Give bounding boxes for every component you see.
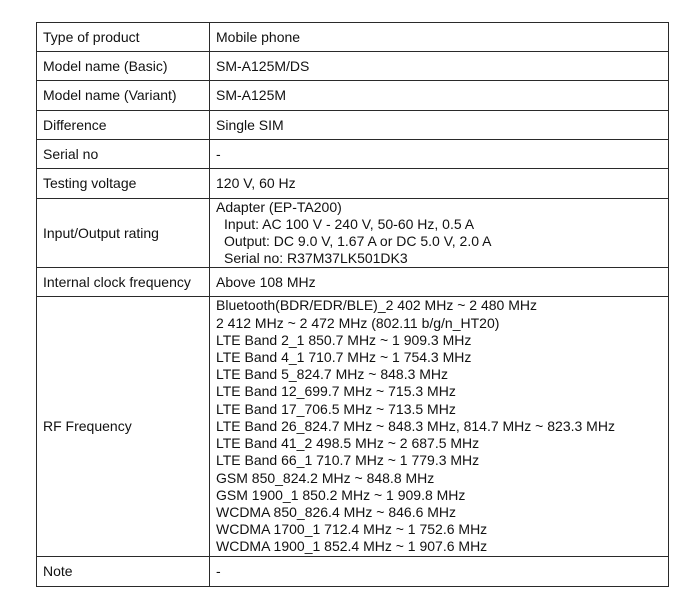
table-row-model-basic bbox=[37, 52, 669, 81]
rf-line: LTE Band 17_706.5 MHz ~ 713.5 MHz bbox=[216, 400, 456, 417]
output-line: Output: DC 9.0 V, 1.67 A or DC 5.0 V, 2.0 A bbox=[224, 233, 492, 249]
row-value: - bbox=[210, 140, 669, 169]
row-label: Model name (Variant) bbox=[37, 81, 210, 111]
row-value: SM-A125M bbox=[210, 81, 669, 111]
row-label: Note bbox=[37, 557, 210, 587]
rf-line: LTE Band 5_824.7 MHz ~ 848.3 MHz bbox=[216, 366, 449, 383]
row-label: Testing voltage bbox=[37, 169, 210, 199]
row-value: SM-A125M/DS bbox=[210, 52, 669, 81]
input-line: Input: AC 100 V - 240 V, 50-60 Hz, 0.5 A bbox=[224, 216, 475, 232]
rf-line: LTE Band 4_1 710.7 MHz ~ 1 754.3 MHz bbox=[216, 349, 472, 366]
row-label: Internal clock frequency bbox=[37, 268, 210, 297]
row-label: Difference bbox=[37, 111, 210, 140]
rf-line: LTE Band 26_824.7 MHz ~ 848.3 MHz, 814.7 MHz ~ 823.3 MHz bbox=[216, 417, 615, 434]
row-label: Type of product bbox=[37, 23, 210, 52]
row-label: Serial no bbox=[37, 140, 210, 169]
rf-line: LTE Band 2_1 850.7 MHz ~ 1 909.3 MHz bbox=[216, 331, 472, 348]
adapter-line: Adapter (EP-TA200) bbox=[216, 199, 342, 215]
table-row-difference bbox=[37, 111, 669, 140]
table-row-rf-frequency bbox=[37, 297, 669, 557]
rf-line: WCDMA 850_826.4 MHz ~ 846.6 MHz bbox=[216, 503, 457, 520]
rf-line: WCDMA 1900_1 852.4 MHz ~ 1 907.6 MHz bbox=[216, 538, 488, 555]
row-value-multiline bbox=[210, 199, 669, 268]
rf-line: GSM 850_824.2 MHz ~ 848.8 MHz bbox=[216, 469, 435, 486]
table-row-note bbox=[37, 557, 669, 587]
table-row-model-variant bbox=[37, 81, 669, 111]
row-value: Above 108 MHz bbox=[210, 268, 669, 297]
table-row-io-rating bbox=[37, 199, 669, 268]
row-label: Model name (Basic) bbox=[37, 52, 210, 81]
row-label: RF Frequency bbox=[37, 297, 210, 557]
specification-table bbox=[36, 22, 669, 587]
row-value: 120 V, 60 Hz bbox=[210, 169, 669, 199]
rf-line: LTE Band 12_699.7 MHz ~ 715.3 MHz bbox=[216, 383, 456, 400]
table-row-serial-no bbox=[37, 140, 669, 169]
row-label: Input/Output rating bbox=[37, 199, 210, 268]
table-row-testing-voltage bbox=[37, 169, 669, 199]
row-value: - bbox=[210, 557, 669, 587]
rf-line: 2 412 MHz ~ 2 472 MHz (802.11 b/g/n_HT20) bbox=[216, 314, 500, 331]
row-value: Single SIM bbox=[210, 111, 669, 140]
rf-line: LTE Band 41_2 498.5 MHz ~ 2 687.5 MHz bbox=[216, 435, 480, 452]
rf-line: WCDMA 1700_1 712.4 MHz ~ 1 752.6 MHz bbox=[216, 521, 488, 538]
row-value: Mobile phone bbox=[210, 23, 669, 52]
rf-line: Bluetooth(BDR/EDR/BLE)_2 402 MHz ~ 2 480 MHz bbox=[216, 297, 537, 314]
row-value-multiline bbox=[210, 297, 669, 557]
adapter-serial-line: Serial no: R37M37LK501DK3 bbox=[224, 250, 408, 266]
table-row-type-of-product bbox=[37, 23, 669, 52]
table-row-internal-clock bbox=[37, 268, 669, 297]
rf-line: LTE Band 66_1 710.7 MHz ~ 1 779.3 MHz bbox=[216, 452, 480, 469]
rf-line: GSM 1900_1 850.2 MHz ~ 1 909.8 MHz bbox=[216, 486, 466, 503]
